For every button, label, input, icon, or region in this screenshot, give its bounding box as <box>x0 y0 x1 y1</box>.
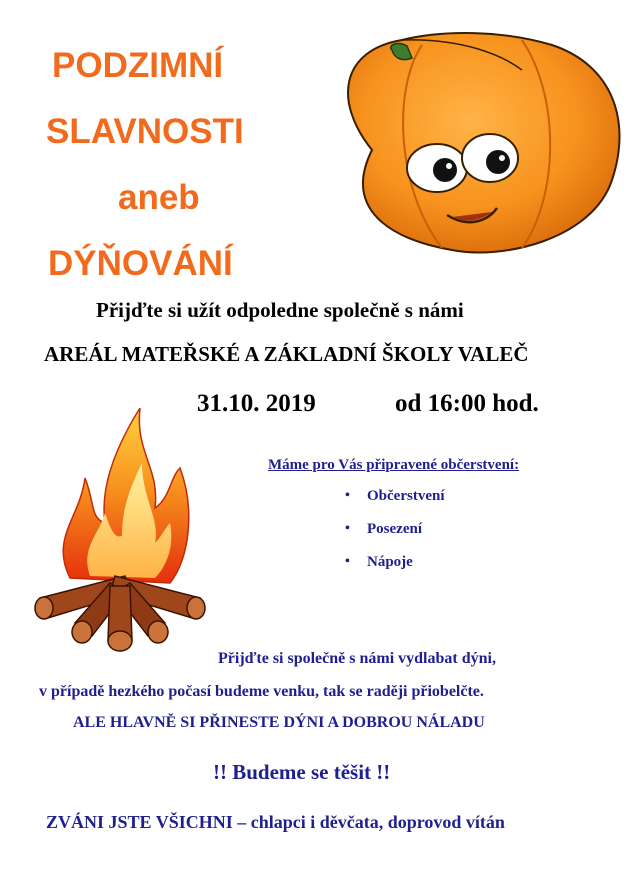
list-item <box>345 554 444 587</box>
title-line-3: aneb <box>118 178 200 217</box>
carve-line-1: Přijďte si společně s námi vydlabat dýni, <box>218 650 496 667</box>
refreshments-list <box>345 488 444 587</box>
bring-line: ALE HLAVNĚ SI PŘINESTE DÝNI A DOBROU NÁLADU <box>73 714 485 731</box>
title-line-1: PODZIMNÍ <box>52 46 224 85</box>
invite-line: Přijďte si užít odpoledne společně s námi <box>96 298 464 322</box>
campfire-icon <box>30 408 212 654</box>
list-item <box>345 521 444 554</box>
list-item <box>345 488 444 521</box>
list-item-label: Občerstvení <box>367 488 445 504</box>
title-line-2: SLAVNOSTI <box>46 112 244 151</box>
carve-line-2: v případě hezkého počasí budeme venku, tak se raději přiobelčte. <box>39 683 484 700</box>
title-line-4: DÝŇOVÁNÍ <box>48 244 233 283</box>
event-time: od 16:00 hod. <box>395 390 539 417</box>
event-date: 31.10. 2019 <box>197 390 316 417</box>
invited-line: ZVÁNI JSTE VŠICHNI – chlapci i děvčata, doprovod vítán <box>46 812 505 832</box>
list-item-label: Posezení <box>367 521 422 537</box>
bullet-icon: • <box>345 554 350 569</box>
looking-forward-line: !! Budeme se těšit !! <box>213 760 391 784</box>
list-item-label: Nápoje <box>367 554 413 570</box>
bullet-icon: • <box>345 488 350 503</box>
bullet-icon: • <box>345 521 350 536</box>
venue-line: AREÁL MATEŘSKÉ A ZÁKLADNÍ ŠKOLY VALEČ <box>44 342 529 366</box>
refreshments-heading: Máme pro Vás připravené občerstvení: <box>268 457 520 473</box>
pumpkin-icon <box>302 10 642 260</box>
